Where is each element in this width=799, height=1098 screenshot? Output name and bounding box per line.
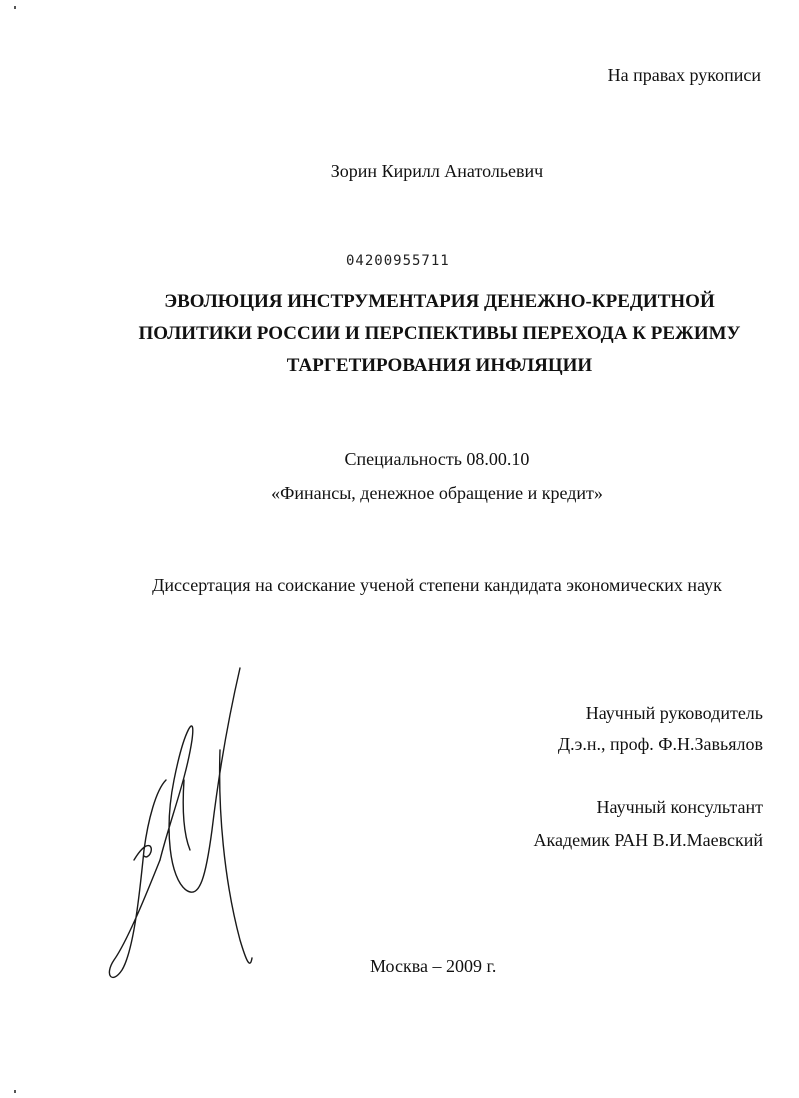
title-line: ПОЛИТИКИ РОССИИ И ПЕРСПЕКТИВЫ ПЕРЕХОДА К РЕЖИМУ [138, 323, 741, 344]
supervisor-label: Научный руководитель [585, 703, 763, 723]
scan-mark-bottom [14, 1090, 16, 1093]
consultant-label: Научный консультант [596, 797, 763, 817]
dissertation-title [0, 286, 799, 382]
specialty-name: «Финансы, денежное обращение и кредит» [271, 483, 603, 503]
specialty-code: Специальность 08.00.10 [344, 449, 530, 469]
degree-statement: Диссертация на соискание ученой степени кандидата экономических наук [152, 575, 722, 595]
consultant-name: Академик РАН В.И.Маевский [533, 830, 763, 850]
title-line: ТАРГЕТИРОВАНИЯ ИНФЛЯЦИИ [286, 355, 593, 376]
supervisor-name: Д.э.н., проф. Ф.Н.Завьялов [557, 734, 763, 754]
city-year: Москва – 2009 г. [370, 956, 497, 976]
title-line: ЭВОЛЮЦИЯ ИНСТРУМЕНТАРИЯ ДЕНЕЖНО-КРЕДИТНОЙ [164, 291, 715, 312]
scan-mark-top [14, 6, 16, 9]
signature-icon [100, 660, 270, 990]
catalog-code: 04200955711 [346, 253, 450, 269]
author-name: Зорин Кирилл Анатольевич [330, 161, 544, 181]
rights-notice: На правах рукописи [607, 65, 761, 85]
